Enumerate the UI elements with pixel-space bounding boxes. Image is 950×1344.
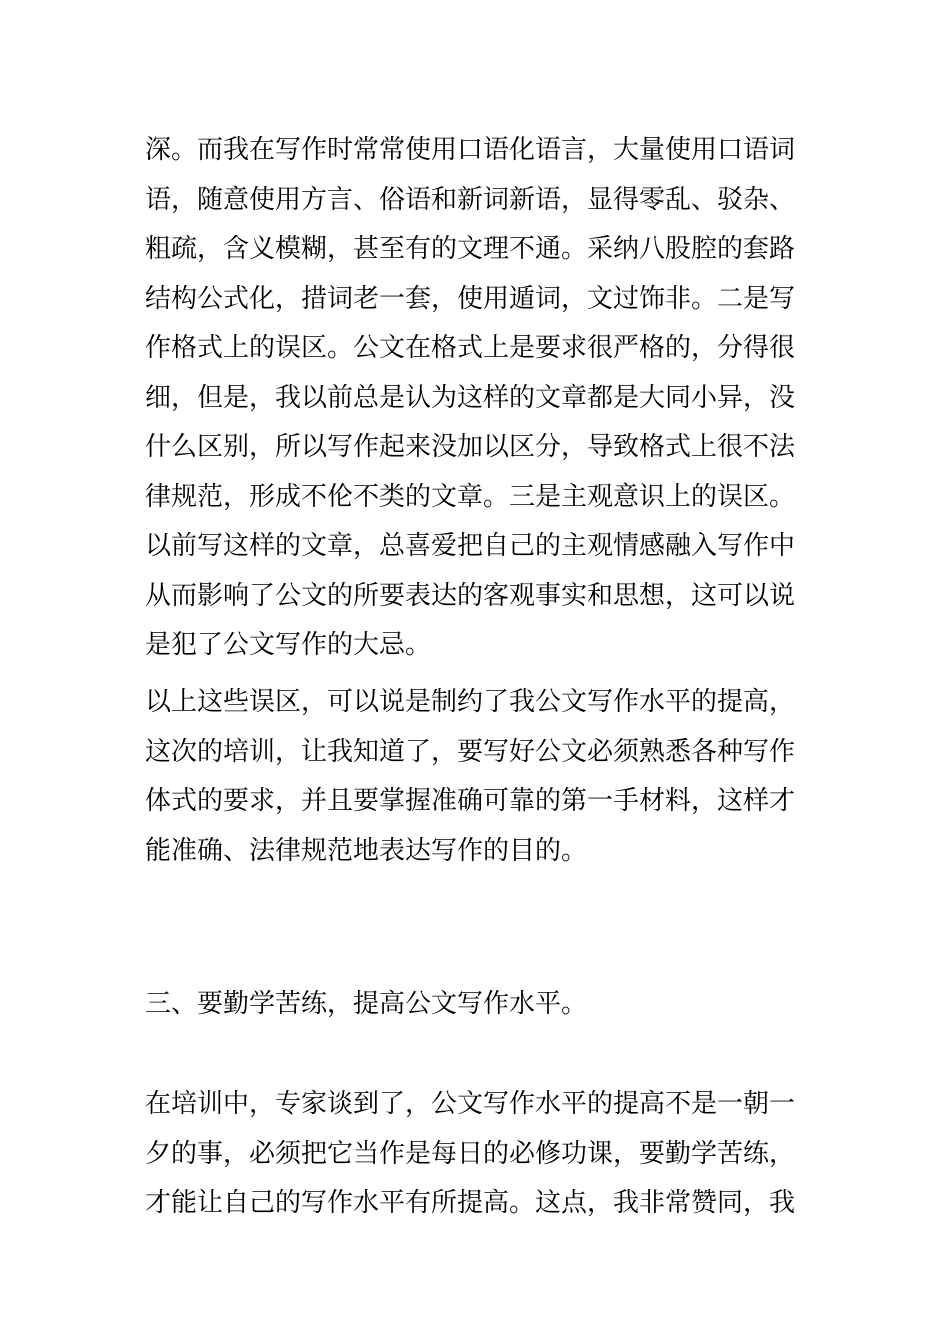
text-line: 细，但是，我以前总是认为这样的文章都是大同小异，没	[145, 382, 796, 413]
heading-line: 三、要勤学苦练，提高公文写作水平。	[145, 989, 588, 1019]
text-line: 夕的事，必须把它当作是每日的必修功课，要勤学苦练，	[145, 1138, 796, 1169]
text-line: 以上这些误区，可以说是制约了我公文写作水平的提高，	[145, 687, 796, 717]
paragraph-errors-continued	[145, 126, 815, 671]
text-line: 语，随意使用方言、俗语和新词新语，显得零乱、驳杂、	[145, 184, 796, 215]
text-line: 作格式上的误区。公文在格式上是要求很严格的，分得很	[145, 333, 796, 363]
text-line: 在培训中，专家谈到了，公文写作水平的提高不是一朝一	[145, 1089, 796, 1119]
text-line: 这次的培训，让我知道了，要写好公文必须熟悉各种写作	[145, 736, 796, 767]
paragraph-training-summary	[145, 678, 815, 876]
text-line: 深。而我在写作时常常使用口语化语言，大量使用口语词	[145, 135, 796, 165]
text-line: 粗疏，含义模糊，甚至有的文理不通。采纳八股腔的套路	[145, 234, 796, 264]
text-line: 是犯了公文写作的大忌。	[145, 630, 432, 660]
text-line: 以前写这样的文章，总喜爱把自己的主观情感融入写作中	[145, 531, 796, 561]
section-heading	[145, 980, 815, 1030]
text-line: 体式的要求，并且要掌握准确可靠的第一手材料，这样才	[145, 786, 796, 816]
text-line: 结构公式化，措词老一套，使用遁词，文过饰非。二是写	[145, 283, 796, 314]
text-line: 才能让自己的写作水平有所提高。这点，我非常赞同，我	[145, 1188, 796, 1218]
text-line: 能准确、法律规范地表达写作的目的。	[145, 835, 588, 866]
text-line: 什么区别，所以写作起来没加以区分，导致格式上很不法	[145, 432, 796, 462]
paragraph-practice	[145, 1080, 815, 1229]
text-line: 从而影响了公文的所要表达的客观事实和思想，这可以说	[145, 580, 796, 611]
text-line: 律规范，形成不伦不类的文章。三是主观意识上的误区。	[145, 481, 796, 512]
